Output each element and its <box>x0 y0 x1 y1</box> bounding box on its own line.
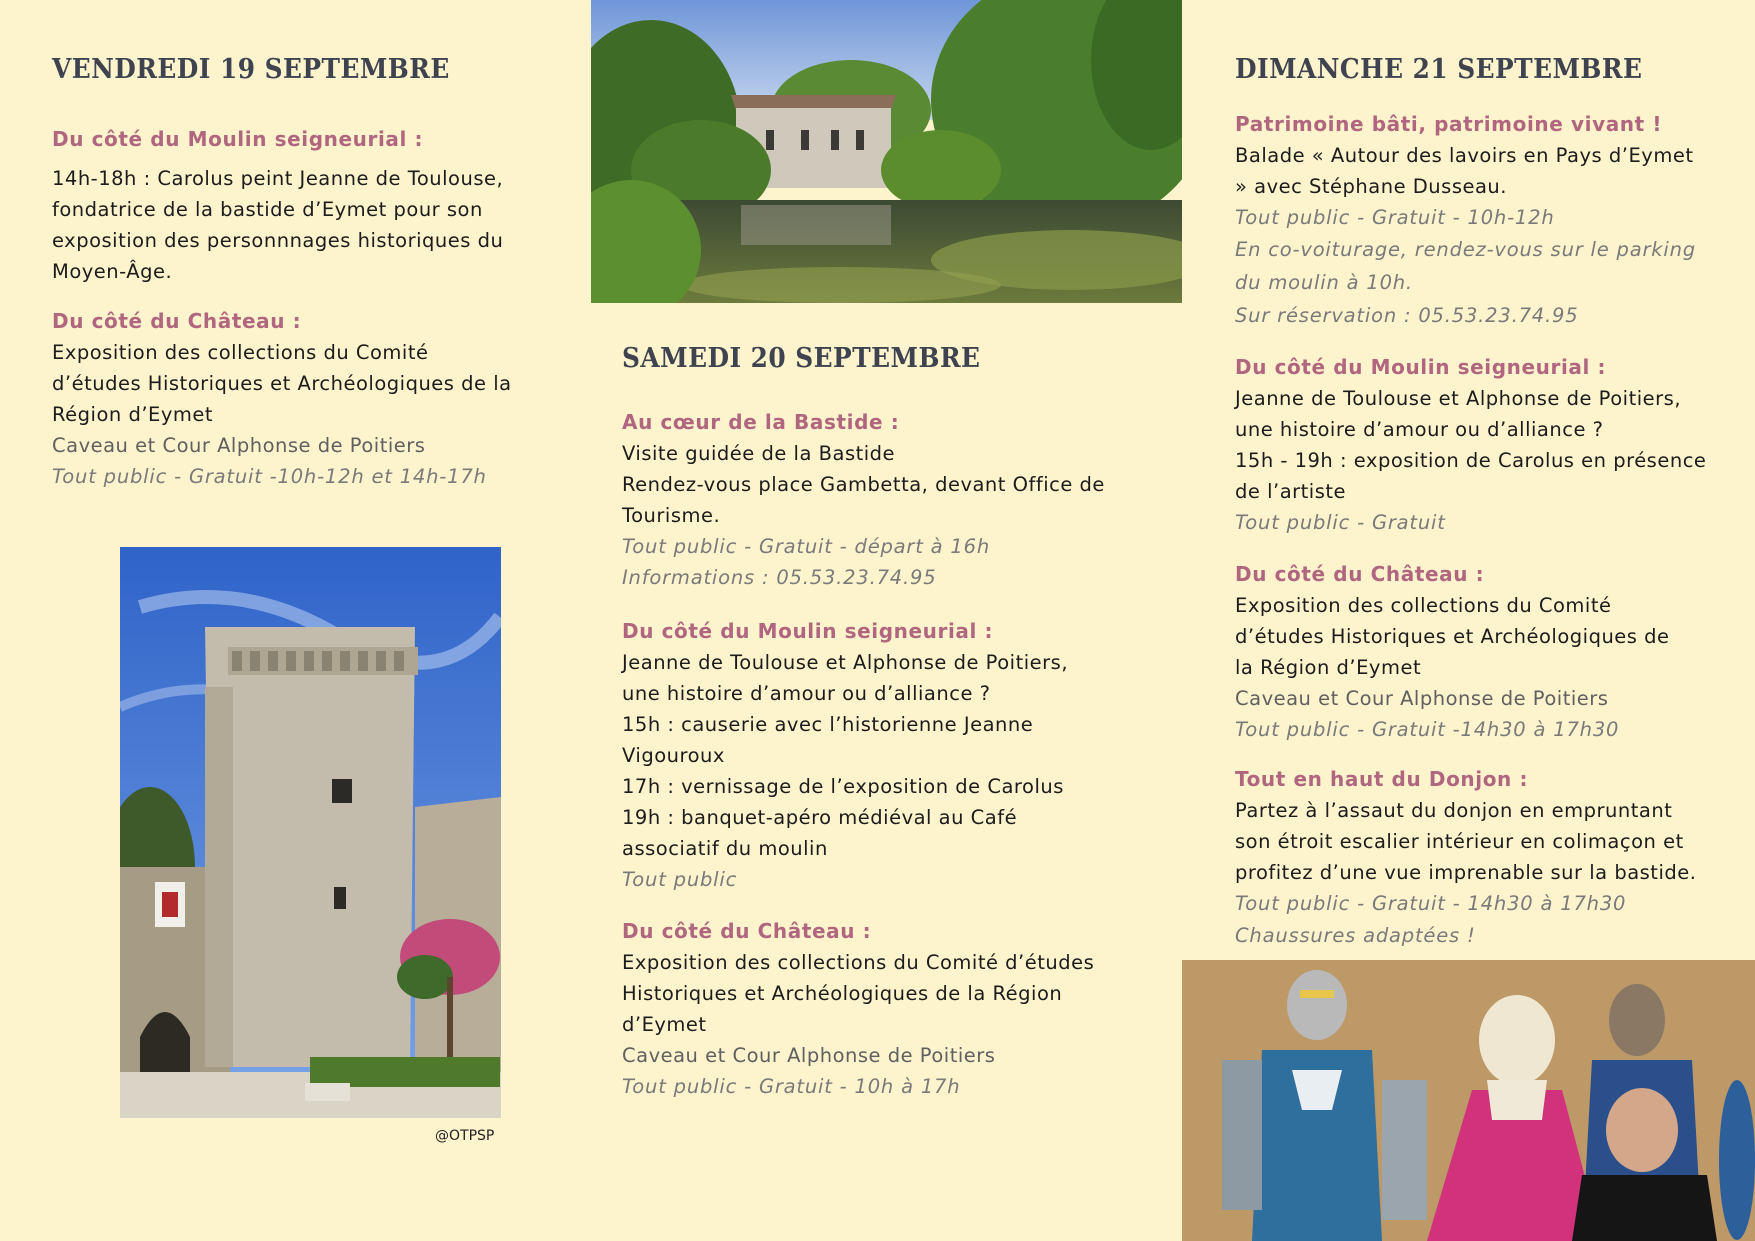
saturday-chateau-line: d’Eymet <box>622 1013 707 1036</box>
saturday-moulin-line: une histoire d’amour ou d’alliance ? <box>622 682 991 705</box>
friday-moulin-heading: Du côté du Moulin seigneurial : <box>52 127 424 151</box>
castle-tower-illustration <box>120 547 501 1118</box>
sunday-title: DIMANCHE 21 SEPTEMBRE <box>1235 54 1643 85</box>
sunday-chateau-line: Exposition des collections du Comité <box>1235 594 1612 617</box>
sunday-chateau-line: la Région d’Eymet <box>1235 656 1422 679</box>
sunday-moulin-heading: Du côté du Moulin seigneurial : <box>1235 355 1607 379</box>
mill-pond-photo <box>591 0 1182 303</box>
sunday-chateau-heading: Du côté du Château : <box>1235 562 1485 586</box>
sunday-donjon-line: profitez d’une vue imprenable sur la bastide. <box>1235 861 1697 884</box>
friday-moulin-section <box>52 124 562 287</box>
saturday-bastide-line: Visite guidée de la Bastide <box>622 442 896 465</box>
sunday-chateau-section <box>1235 559 1750 745</box>
sunday-patrimoine-phone: Sur réservation : 05.53.23.74.95 <box>1235 304 1579 327</box>
saturday-moulin-line: Vigouroux <box>622 744 725 767</box>
sunday-patrimoine-heading: Patrimoine bâti, patrimoine vivant ! <box>1235 112 1663 136</box>
friday-moulin-line: fondatrice de la bastide d’Eymet pour son <box>52 198 483 221</box>
saturday-moulin-line: 19h : banquet-apéro médiéval au Café <box>622 806 1018 829</box>
sunday-patrimoine-info: du moulin à 10h. <box>1235 271 1413 294</box>
sunday-chateau-info: Tout public - Gratuit -14h30 à 17h30 <box>1235 718 1620 741</box>
friday-title: VENDREDI 19 SEPTEMBRE <box>52 54 450 85</box>
saturday-bastide-section <box>622 407 1172 593</box>
saturday-bastide-phone: Informations : 05.53.23.74.95 <box>622 566 937 589</box>
mill-pond-illustration <box>591 0 1182 303</box>
sunday-donjon-section <box>1235 764 1750 952</box>
sunday-donjon-line: son étroit escalier intérieur en colimaçon et <box>1235 830 1684 853</box>
sunday-donjon-line: Partez à l’assaut du donjon en empruntant <box>1235 799 1673 822</box>
saturday-chateau-place: Caveau et Cour Alphonse de Poitiers <box>622 1044 996 1067</box>
sunday-patrimoine-line: » avec Stéphane Dusseau. <box>1235 175 1507 198</box>
sunday-moulin-section <box>1235 352 1750 538</box>
medieval-figures-photo <box>1182 960 1755 1241</box>
saturday-moulin-line: 17h : vernissage de l’exposition de Carolus <box>622 775 1064 798</box>
friday-moulin-line: exposition des personnnages historiques du <box>52 229 504 252</box>
friday-chateau-section <box>52 306 562 492</box>
friday-chateau-line: Exposition des collections du Comité <box>52 341 429 364</box>
photo-credit: @OTPSP <box>435 1128 495 1144</box>
sunday-patrimoine-section <box>1235 109 1750 332</box>
saturday-bastide-info: Tout public - Gratuit - départ à 16h <box>622 535 991 558</box>
saturday-moulin-line: Jeanne de Toulouse et Alphonse de Poitiers, <box>622 651 1069 674</box>
saturday-moulin-heading: Du côté du Moulin seigneurial : <box>622 619 994 643</box>
sunday-patrimoine-info: En co-voiturage, rendez-vous sur le parking <box>1235 238 1696 261</box>
friday-chateau-place: Caveau et Cour Alphonse de Poitiers <box>52 434 426 457</box>
saturday-chateau-line: Exposition des collections du Comité d’études <box>622 951 1095 974</box>
saturday-bastide-line: Rendez-vous place Gambetta, devant Office de <box>622 473 1105 496</box>
sunday-moulin-line: une histoire d’amour ou d’alliance ? <box>1235 418 1604 441</box>
castle-tower-photo <box>120 547 501 1118</box>
friday-moulin-line: 14h-18h : Carolus peint Jeanne de Toulouse, <box>52 167 504 190</box>
sunday-chateau-line: d’études Historiques et Archéologiques de <box>1235 625 1670 648</box>
saturday-chateau-heading: Du côté du Château : <box>622 919 872 943</box>
friday-chateau-heading: Du côté du Château : <box>52 309 302 333</box>
sunday-chateau-place: Caveau et Cour Alphonse de Poitiers <box>1235 687 1609 710</box>
sunday-moulin-line: Jeanne de Toulouse et Alphonse de Poitiers, <box>1235 387 1682 410</box>
sunday-donjon-note: Chaussures adaptées ! <box>1235 924 1476 947</box>
friday-chateau-line: d’études Historiques et Archéologiques de la <box>52 372 512 395</box>
saturday-title: SAMEDI 20 SEPTEMBRE <box>622 343 981 374</box>
saturday-moulin-section <box>622 616 1172 895</box>
saturday-chateau-section <box>622 916 1172 1102</box>
saturday-bastide-line: Tourisme. <box>622 504 721 527</box>
sunday-patrimoine-line: Balade « Autour des lavoirs en Pays d’Eymet <box>1235 144 1694 167</box>
sunday-donjon-heading: Tout en haut du Donjon : <box>1235 767 1529 791</box>
sunday-moulin-line: de l’artiste <box>1235 480 1347 503</box>
medieval-figures-illustration <box>1182 960 1755 1241</box>
sunday-donjon-info: Tout public - Gratuit - 14h30 à 17h30 <box>1235 892 1627 915</box>
saturday-chateau-info: Tout public - Gratuit - 10h à 17h <box>622 1075 961 1098</box>
sunday-patrimoine-info: Tout public - Gratuit - 10h-12h <box>1235 206 1555 229</box>
saturday-bastide-heading: Au cœur de la Bastide : <box>622 410 900 434</box>
saturday-moulin-line: 15h : causerie avec l’historienne Jeanne <box>622 713 1034 736</box>
friday-chateau-info: Tout public - Gratuit -10h-12h et 14h-17h <box>52 465 487 488</box>
friday-moulin-line: Moyen-Âge. <box>52 260 173 283</box>
sunday-moulin-line: 15h - 19h : exposition de Carolus en présence <box>1235 449 1707 472</box>
saturday-moulin-line: associatif du moulin <box>622 837 828 860</box>
friday-chateau-line: Région d’Eymet <box>52 403 214 426</box>
saturday-chateau-line: Historiques et Archéologiques de la Région <box>622 982 1063 1005</box>
sunday-moulin-info: Tout public - Gratuit <box>1235 511 1446 534</box>
saturday-moulin-info: Tout public <box>622 868 738 891</box>
